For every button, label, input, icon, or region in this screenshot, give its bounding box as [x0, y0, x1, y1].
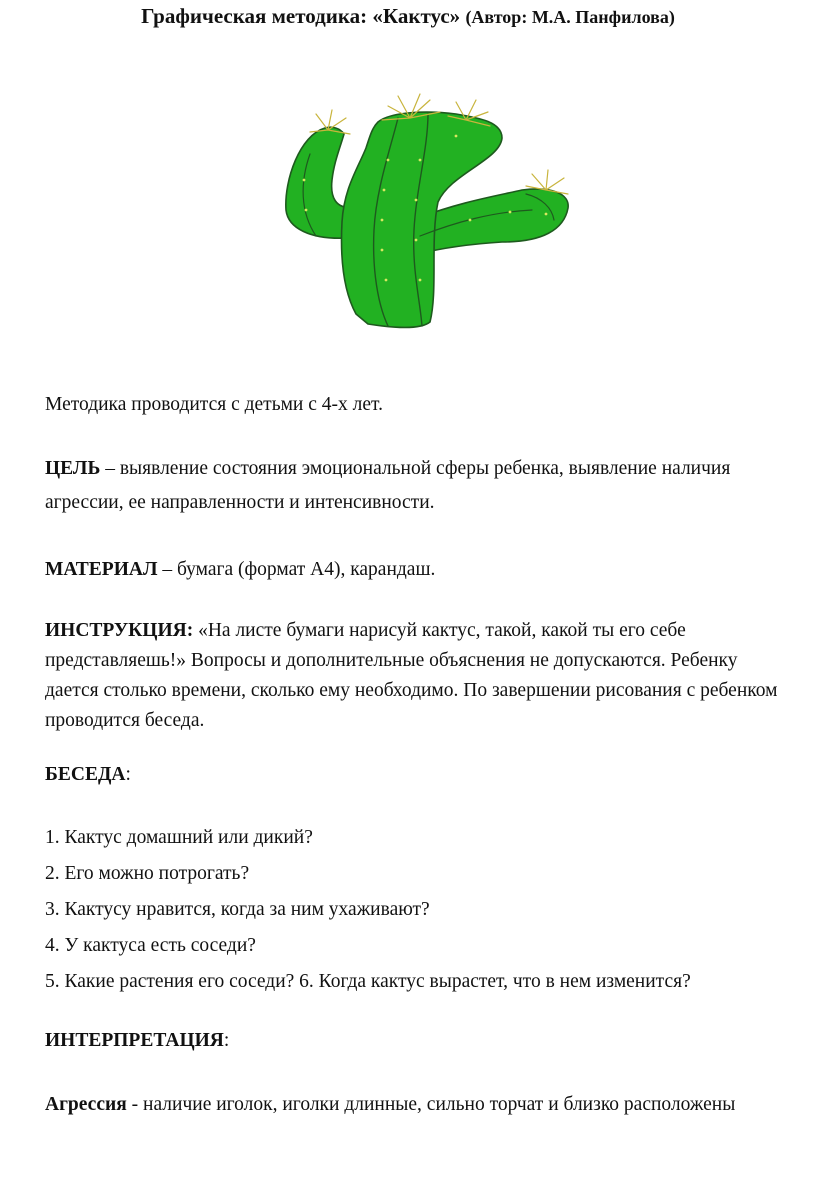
aggression-text: - наличие иголок, иголки длинные, сильно торчат и близко расположены	[126, 1094, 736, 1115]
title-author: (Автор: М.А. Панфилова)	[465, 7, 675, 27]
intro-paragraph: Методика проводится с детьми с 4-х лет.	[45, 394, 383, 415]
list-item: 1. Кактус домашний или дикий?	[45, 827, 313, 848]
material-paragraph	[45, 555, 805, 585]
instruction-paragraph	[45, 616, 785, 736]
instruction-label: ИНСТРУКЦИЯ:	[45, 620, 194, 641]
goal-text: – выявление состояния эмоциональной сферы ребенка, выявление наличия агрессии, ее направленности и интенсивности.	[45, 458, 731, 513]
cactus-spines-left	[310, 110, 350, 134]
list-item: 4. У кактуса есть соседи?	[45, 935, 256, 956]
title-main: Графическая методика: «Кактус»	[141, 4, 461, 28]
material-label: МАТЕРИАЛ	[45, 559, 158, 580]
instruction-text: «На листе бумаги нарисуй кактус, такой, какой ты его себе представляешь!» Вопросы и дополнительные объяснения не допускаются. Ребенку дается столько времени, сколько ему необходимо. По завершении рисования с ребенком проводится беседа.	[45, 620, 778, 731]
cactus-illustration	[270, 90, 580, 340]
conversation-questions	[45, 820, 815, 1000]
list-item: 5. Какие растения его соседи? 6. Когда кактус вырастет, что в нем изменится?	[45, 971, 691, 992]
conversation-label: БЕСЕДА	[45, 764, 126, 785]
aggression-paragraph	[45, 1090, 745, 1120]
interpretation-heading	[45, 1026, 805, 1056]
material-text: – бумага (формат А4), карандаш.	[157, 559, 436, 580]
goal-label: ЦЕЛЬ	[45, 458, 101, 479]
interpretation-suffix: :	[223, 1030, 230, 1051]
interpretation-label: ИНТЕРПРЕТАЦИЯ	[45, 1030, 224, 1051]
list-item: 2. Его можно потрогать?	[45, 863, 250, 884]
page-title	[0, 4, 816, 29]
list-item: 3. Кактусу нравится, когда за ним ухаживают?	[45, 899, 430, 920]
conversation-suffix: :	[125, 764, 131, 785]
aggression-label: Агрессия	[45, 1094, 127, 1115]
goal-paragraph	[45, 452, 805, 520]
conversation-heading	[45, 760, 805, 790]
